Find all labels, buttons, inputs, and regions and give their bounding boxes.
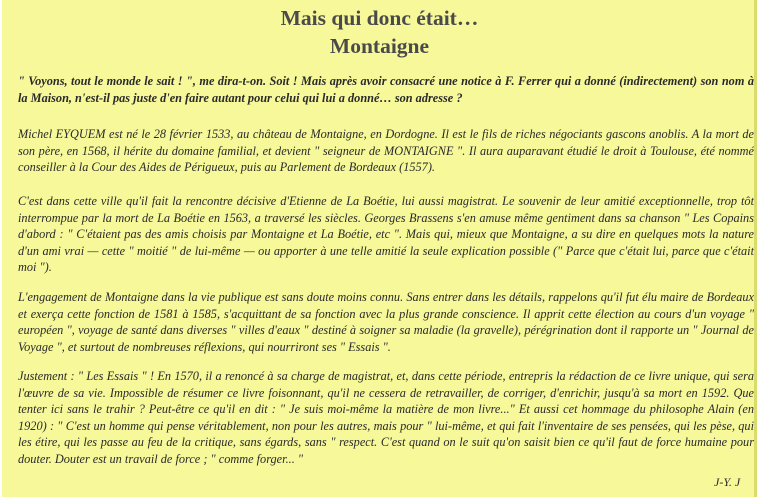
article-title-line-2: Montaigne — [329, 34, 430, 58]
body-paragraph-1: Michel EYQUEM est né le 28 février 1533, au château de Montaigne, en Dordogne. Il est le fils de riches négociants gascons anoblis. A la mort de son père, en 1568, il hérite du domaine familial, et devient " seigneur de MONTAIGNE ". Il aura auparavant étudié le droit à Toulouse, été nommé conseiller à la Cour des Aides de Périgueux, puis au Parlement de Bordeaux (1557). — [18, 127, 754, 175]
body-paragraph-3: L'engagement de Montaigne dans la vie publique est sans doute moins connu. Sans entrer dans les détails, rappelons qu'il fut élu maire de Bordeaux et exerça cette fonction de 1581 à 1585, s'acquittant de sa fonction avec la plus grande conscience. Il apprit cette élection au cours d'un voyage " européen ", voyage de santé dans diverses " villes d'eaux " destiné à soigner sa maladie (la gravelle), pérégrination dont il rapporte un " Journal de Voyage ", et surtout de nombreuses réflexions, qui nourriront ses " Essais ". — [18, 290, 754, 354]
body-paragraph-4: Justement : " Les Essais " ! En 1570, il a renoncé à sa charge de magistrat, et, dans cette période, entrepris la rédaction de ce livre unique, qui sera l'œuvre de sa vie. Impossible de résumer ce livre foisonnant, qu'il ne cessera de retravailler, de corriger, d'enrichir, jusqu'à sa mort en 1592. Que tenter ici sans le trahir ? Peut-être ce qu'il en dit : " Je suis moi-même la matière de mon livre..." Et aussi cet hommage du philosophe Alain (en 1920) : " C'est un homme qui pense véritablement, non pour les autres, mais pour " lui-même, et qui fait l'inventaire de ses pensées, qui les pèse, qui les étire, qui les passe au feu de la critique, sans égards, sans " respect. C'est quand on le suit qu'on saisit bien ce qu'il faut de force humaine pour douter. Douter est un travail de force ; " comme forger... " — [18, 369, 754, 466]
body-paragraph-2: C'est dans cette ville qu'il fait la rencontre décisive d'Etienne de La Boétie, lui aussi magistrat. Le souvenir de leur amitié exceptionnelle, trop tôt interrompue par la mort de La Boétie en 1563, a traversé les siècles. Georges Brassens s'en amuse même gentiment dans sa chanson " Les Copains d'abord : " C'étaient pas des amis choisis par Montaigne et La Boétie, etc ". Mais qui, mieux que Montaigne, a su dire en quelques mots la nature d'un ami vrai — cette " moitié " de lui-même — ou apporter à une telle amitié la seule explication possible (" Parce que c'était lui, parce que c'était moi "). — [18, 194, 754, 275]
author-signature: J-Y. J — [714, 475, 741, 489]
intro-paragraph: " Voyons, tout le monde le sait ! ", me dira-t-on. Soit ! Mais après avoir consacré une notice à F. Ferrer qui a donné (indirectement) son nom à la Maison, n'est-il pas juste d'en faire autant pour celui qui lui a donné… son adresse ? — [18, 74, 754, 105]
article-sheet — [2, 0, 757, 497]
article-title-line-1: Mais qui donc était… — [280, 6, 479, 30]
